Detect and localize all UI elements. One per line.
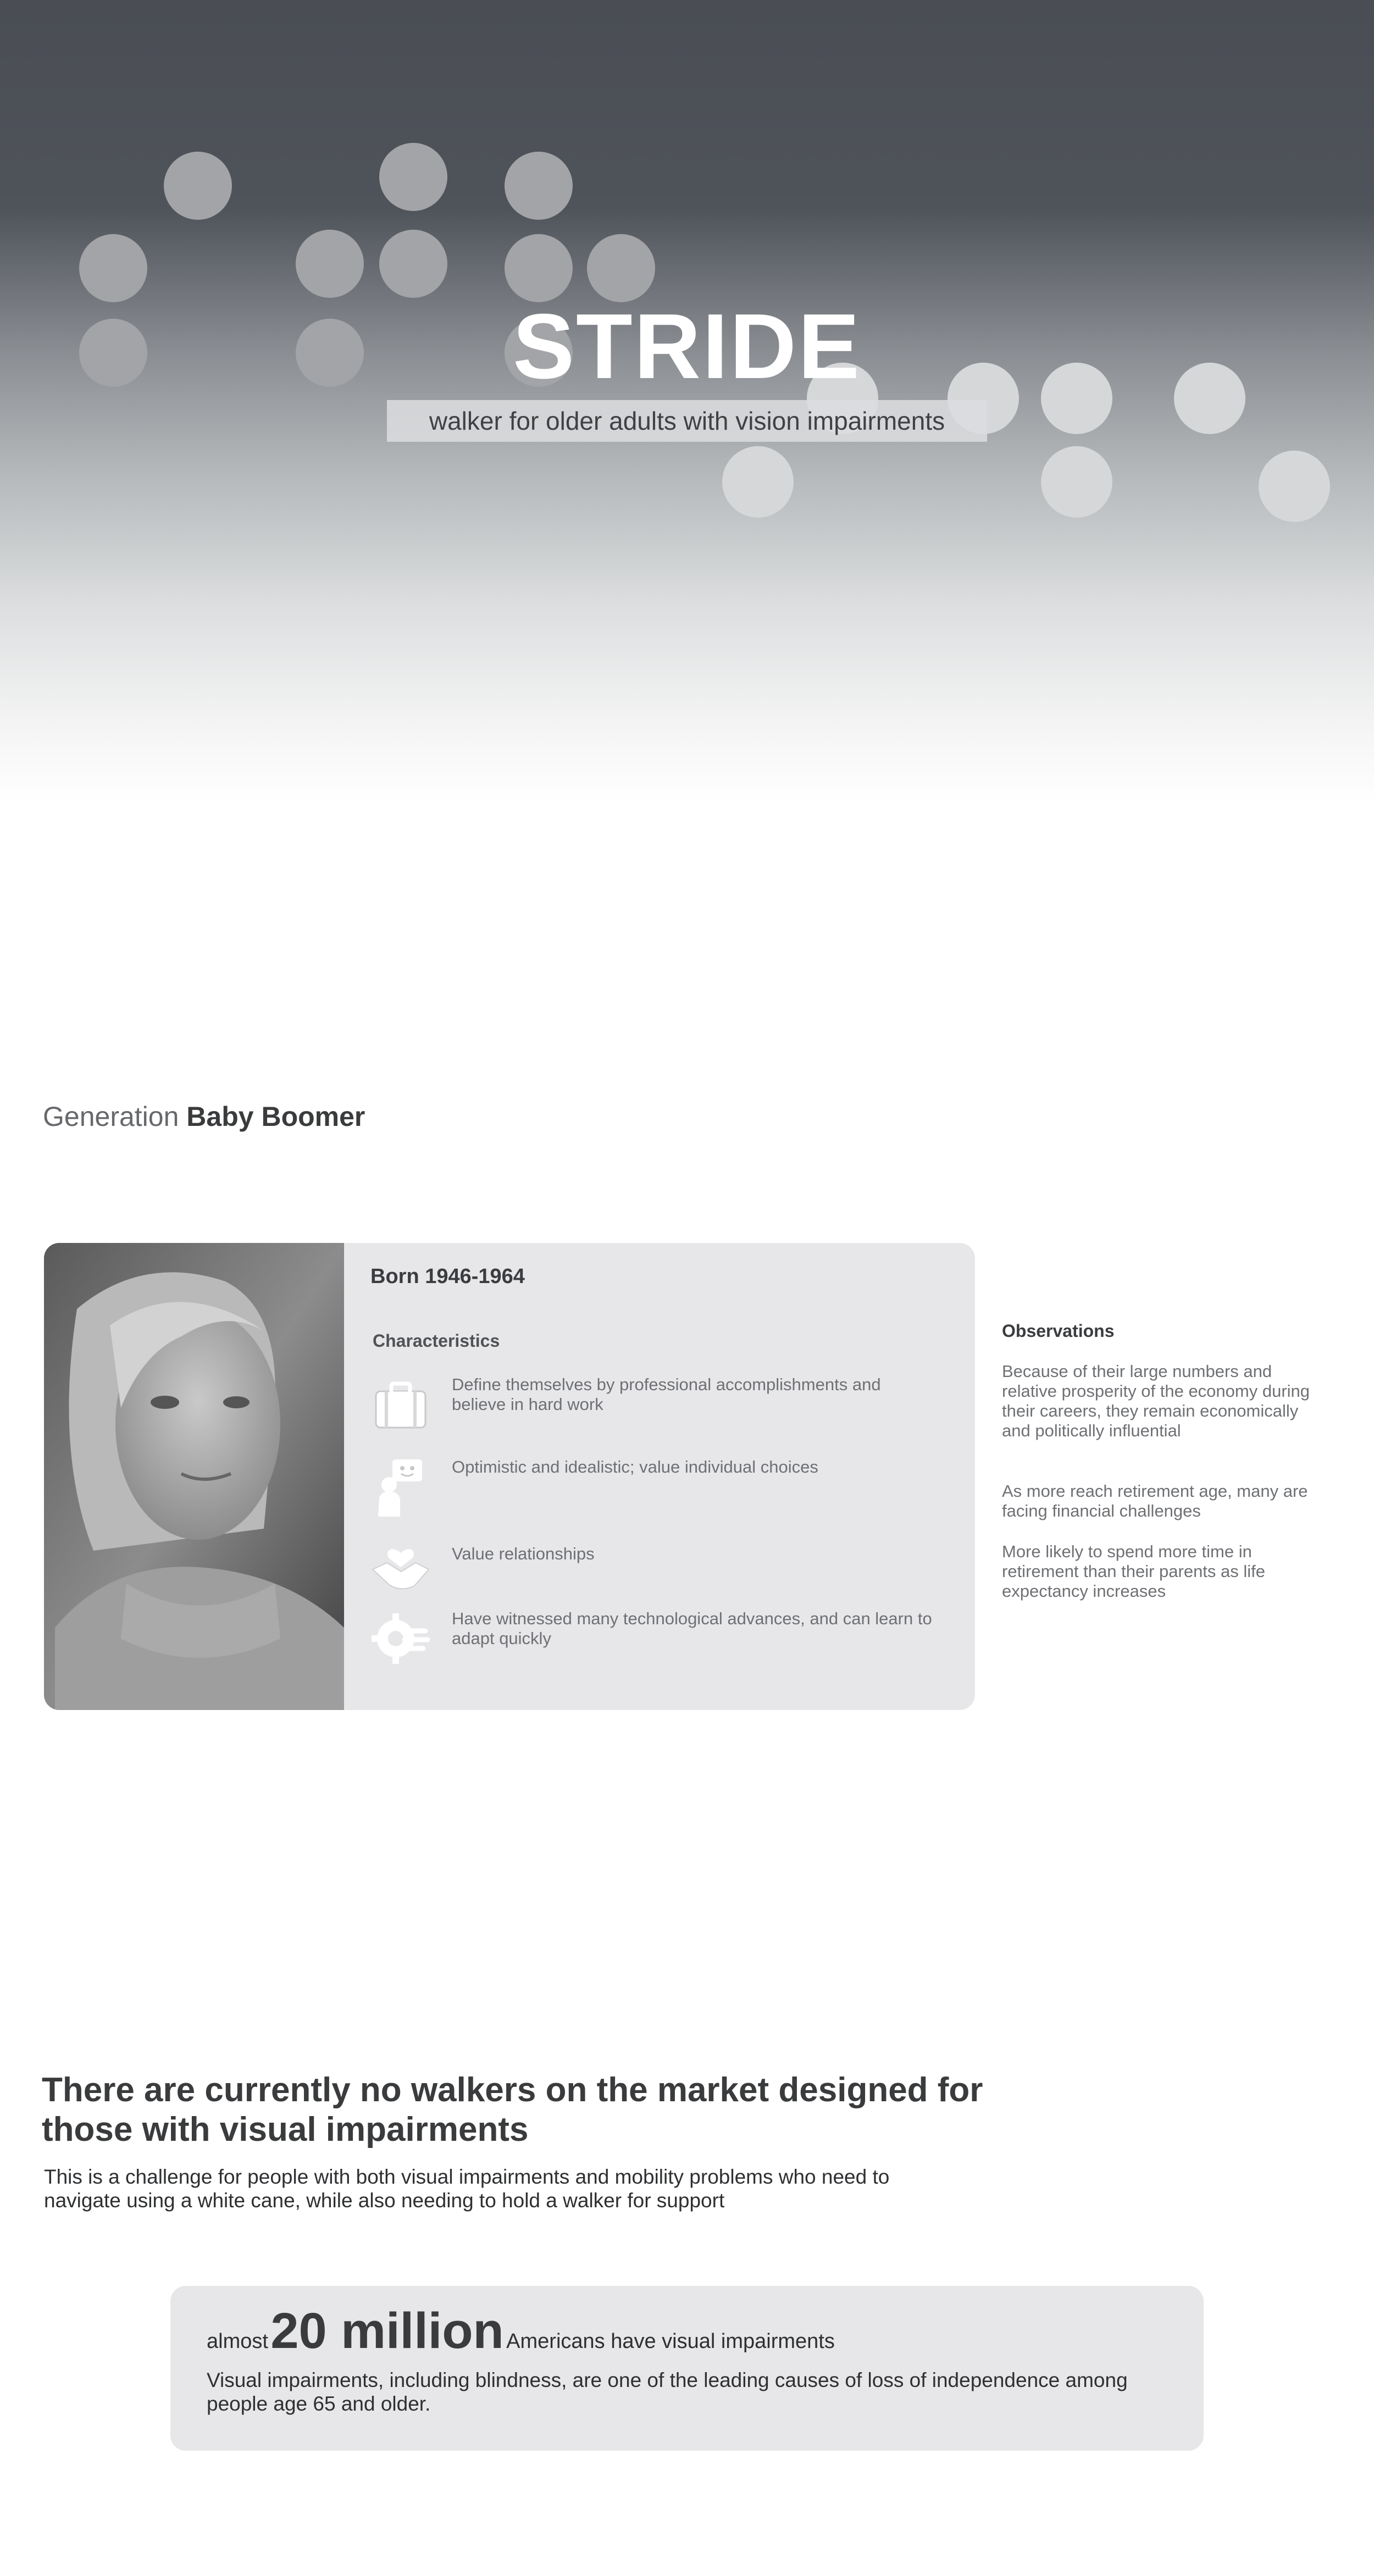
characteristics-heading: Characteristics — [373, 1331, 500, 1351]
observations-heading: Observations — [1002, 1321, 1115, 1341]
generation-prefix: Generation — [43, 1101, 179, 1132]
statistic-suffix: Americans have visual impairments — [506, 2330, 835, 2353]
persona-card — [44, 1243, 975, 1710]
characteristic-item — [370, 1531, 953, 1591]
generation-name: Baby Boomer — [186, 1101, 365, 1132]
statistic-line — [207, 2302, 835, 2363]
characteristic-text: Value relationships — [452, 1544, 595, 1563]
statistic-prefix: almost — [207, 2330, 268, 2353]
older-woman-portrait — [44, 1243, 344, 1710]
statistic-panel — [170, 2286, 1204, 2451]
braille-dot — [296, 230, 364, 298]
optimist-person-icon — [370, 1457, 431, 1518]
statistic-description: Visual impairments, including blindness, are one of the leading causes of loss of independence among people age 65 and older. — [207, 2369, 1128, 2415]
generation-heading — [43, 1099, 365, 1134]
characteristic-text: Have witnessed many technological advances, and can learn to adapt quickly — [452, 1609, 932, 1648]
hero-subtitle: walker for older adults with vision impairments — [387, 400, 987, 442]
briefcase-icon — [370, 1375, 431, 1435]
characteristic-text: Optimistic and idealistic; value individual choices — [452, 1457, 818, 1476]
persona-photo — [44, 1243, 344, 1710]
braille-dot — [505, 152, 573, 220]
handshake-heart-icon — [370, 1531, 431, 1591]
observation-item: More likely to spend more time in retirement than their parents as life expectancy increases — [1002, 1542, 1266, 1601]
characteristic-text: Define themselves by professional accomplishments and believe in hard work — [452, 1375, 881, 1414]
characteristic-item — [370, 1457, 953, 1518]
hero-banner — [0, 0, 1374, 802]
characteristic-item — [370, 1375, 953, 1435]
statistic-number: 20 million — [270, 2303, 504, 2359]
braille-dot — [1041, 446, 1112, 518]
braille-dot — [722, 446, 794, 518]
braille-dot — [379, 230, 447, 298]
braille-dot — [164, 152, 232, 220]
born-years: Born 1946-1964 — [370, 1265, 525, 1288]
characteristic-item — [370, 1609, 953, 1669]
observation-item: Because of their large numbers and relative prosperity of the economy during their careers, they remain economically and politically influential — [1002, 1362, 1310, 1440]
braille-dot — [1259, 451, 1330, 522]
problem-body: This is a challenge for people with both visual impairments and mobility problems who need to navigate using a white cane, while also needing to hold a walker for support — [44, 2166, 890, 2212]
observation-item: As more reach retirement age, many are facing financial challenges — [1002, 1481, 1308, 1520]
problem-headline: There are currently no walkers on the market designed for those with visual impairments — [42, 2071, 983, 2148]
hero-title: STRIDE — [512, 295, 862, 398]
tech-hand-gear-icon — [370, 1609, 431, 1669]
braille-dot — [379, 143, 447, 211]
